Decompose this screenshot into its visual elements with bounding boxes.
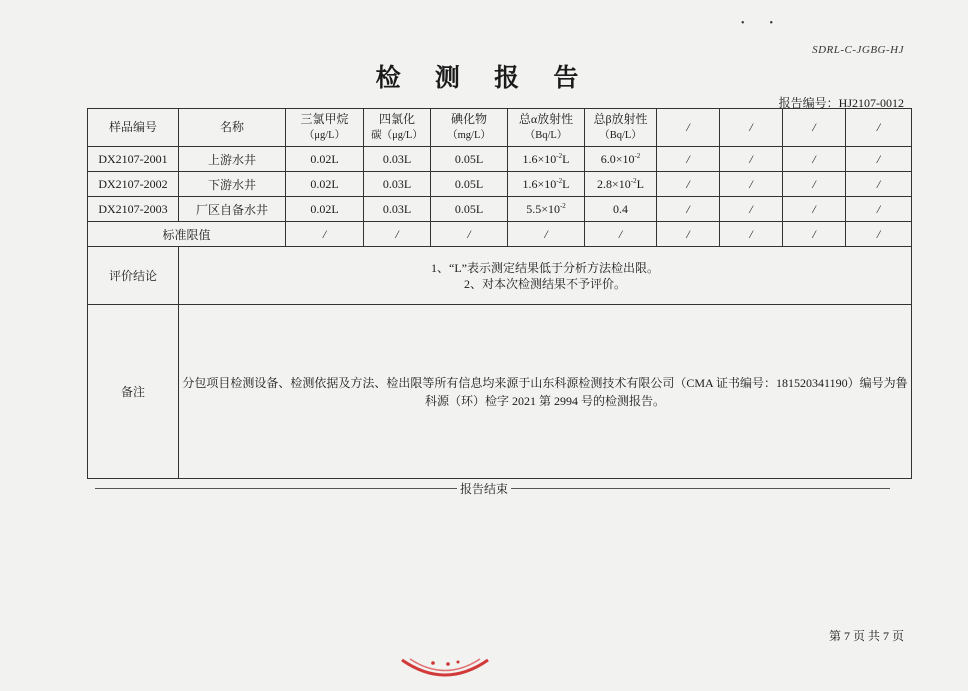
- cell-iodide: 0.05L: [431, 147, 508, 172]
- cell-carbon-tetrachloride: 0.03L: [364, 197, 431, 222]
- table-row: [88, 172, 912, 197]
- header-name: 名称: [179, 109, 286, 147]
- standard-limit-value: /: [657, 222, 720, 247]
- cell-gross-alpha: $1.6\times 10^{-2}L$: [508, 172, 585, 197]
- standard-limit-value: /: [720, 222, 783, 247]
- cell-sample-id: DX2107-2002: [88, 172, 179, 197]
- cell-iodide: 0.05L: [431, 172, 508, 197]
- document-code: SDRL-C-JGBG-HJ: [812, 44, 904, 56]
- scan-marks: • •: [740, 18, 773, 29]
- cell-empty: /: [783, 147, 846, 172]
- cell-gross-beta: $6.0\times 10^{-2}$: [585, 147, 657, 172]
- header-carbon-tetrachloride: 四氯化 碳（μg/L）: [364, 109, 431, 147]
- cell-gross-beta: $2.8\times 10^{-2}L$: [585, 172, 657, 197]
- cell-iodide: 0.05L: [431, 197, 508, 222]
- header-empty-1: /: [657, 109, 720, 147]
- page-title: 检 测 报 告: [375, 65, 593, 92]
- standard-limit-value: /: [431, 222, 508, 247]
- standard-limit-row: [88, 222, 912, 247]
- header-sample-id: 样品编号: [88, 109, 179, 147]
- cell-empty: /: [846, 197, 912, 222]
- standard-limit-value: /: [783, 222, 846, 247]
- table-row: [88, 147, 912, 172]
- evaluation-line: 2、对本次检测结果不予评价。: [463, 276, 626, 291]
- notes-label: 备注: [88, 305, 179, 479]
- cell-chloroform: 0.02L: [286, 172, 364, 197]
- cell-gross-alpha: $5.5\times 10^{-2}$: [508, 197, 585, 222]
- header-gross-alpha: 总α放射性 （Bq/L）: [508, 109, 585, 147]
- cell-sample-id: DX2107-2001: [88, 147, 179, 172]
- evaluation-line: 1、“L”表示测定结果低于分析方法检出限。: [431, 260, 659, 275]
- cell-chloroform: 0.02L: [286, 197, 364, 222]
- cell-empty: /: [720, 172, 783, 197]
- standard-limit-label: 标准限值: [88, 222, 286, 247]
- standard-limit-value: /: [364, 222, 431, 247]
- evaluation-label: 评价结论: [88, 247, 179, 305]
- header-empty-4: /: [846, 109, 912, 147]
- report-end-marker: 报告结束: [0, 480, 968, 497]
- cell-sample-id: DX2107-2003: [88, 197, 179, 222]
- cell-empty: /: [657, 197, 720, 222]
- cell-empty: /: [657, 147, 720, 172]
- results-table: [87, 108, 912, 479]
- evaluation-row: [88, 247, 912, 305]
- cell-empty: /: [846, 147, 912, 172]
- evaluation-text: [179, 247, 912, 305]
- table-header-row: [88, 109, 912, 147]
- table-row: [88, 197, 912, 222]
- header-iodide: 碘化物 （mg/L）: [431, 109, 508, 147]
- cell-name: 上游水井: [179, 147, 286, 172]
- header-empty-3: /: [783, 109, 846, 147]
- cell-carbon-tetrachloride: 0.03L: [364, 147, 431, 172]
- standard-limit-value: /: [846, 222, 912, 247]
- cell-name: 厂区自备水井: [179, 197, 286, 222]
- cell-empty: /: [846, 172, 912, 197]
- standard-limit-value: /: [508, 222, 585, 247]
- standard-limit-value: /: [585, 222, 657, 247]
- report-number: 报告编号：HJ2107-0012: [778, 96, 904, 110]
- cell-gross-beta: 0.4: [585, 197, 657, 222]
- cell-chloroform: 0.02L: [286, 147, 364, 172]
- notes-text: 分包项目检测设备、检测依据及方法、检出限等所有信息均来源于山东科源检测技术有限公司（CMA 证书编号：181520341190）编号为鲁科源（环）检字 2021 第 2994 号的检测报告。: [179, 305, 912, 479]
- cell-empty: /: [720, 147, 783, 172]
- cell-empty: /: [720, 197, 783, 222]
- cell-empty: /: [657, 172, 720, 197]
- cell-empty: /: [783, 197, 846, 222]
- notes-row: [88, 305, 912, 479]
- header-gross-beta: 总β放射性 （Bq/L）: [585, 109, 657, 147]
- cell-carbon-tetrachloride: 0.03L: [364, 172, 431, 197]
- cell-empty: /: [783, 172, 846, 197]
- page-number: 第 7 页 共 7 页: [828, 629, 904, 643]
- cell-gross-alpha: $1.6\times 10^{-2}L$: [508, 147, 585, 172]
- header-chloroform: 三氯甲烷 （μg/L）: [286, 109, 364, 147]
- cell-name: 下游水井: [179, 172, 286, 197]
- header-empty-2: /: [720, 109, 783, 147]
- standard-limit-value: /: [286, 222, 364, 247]
